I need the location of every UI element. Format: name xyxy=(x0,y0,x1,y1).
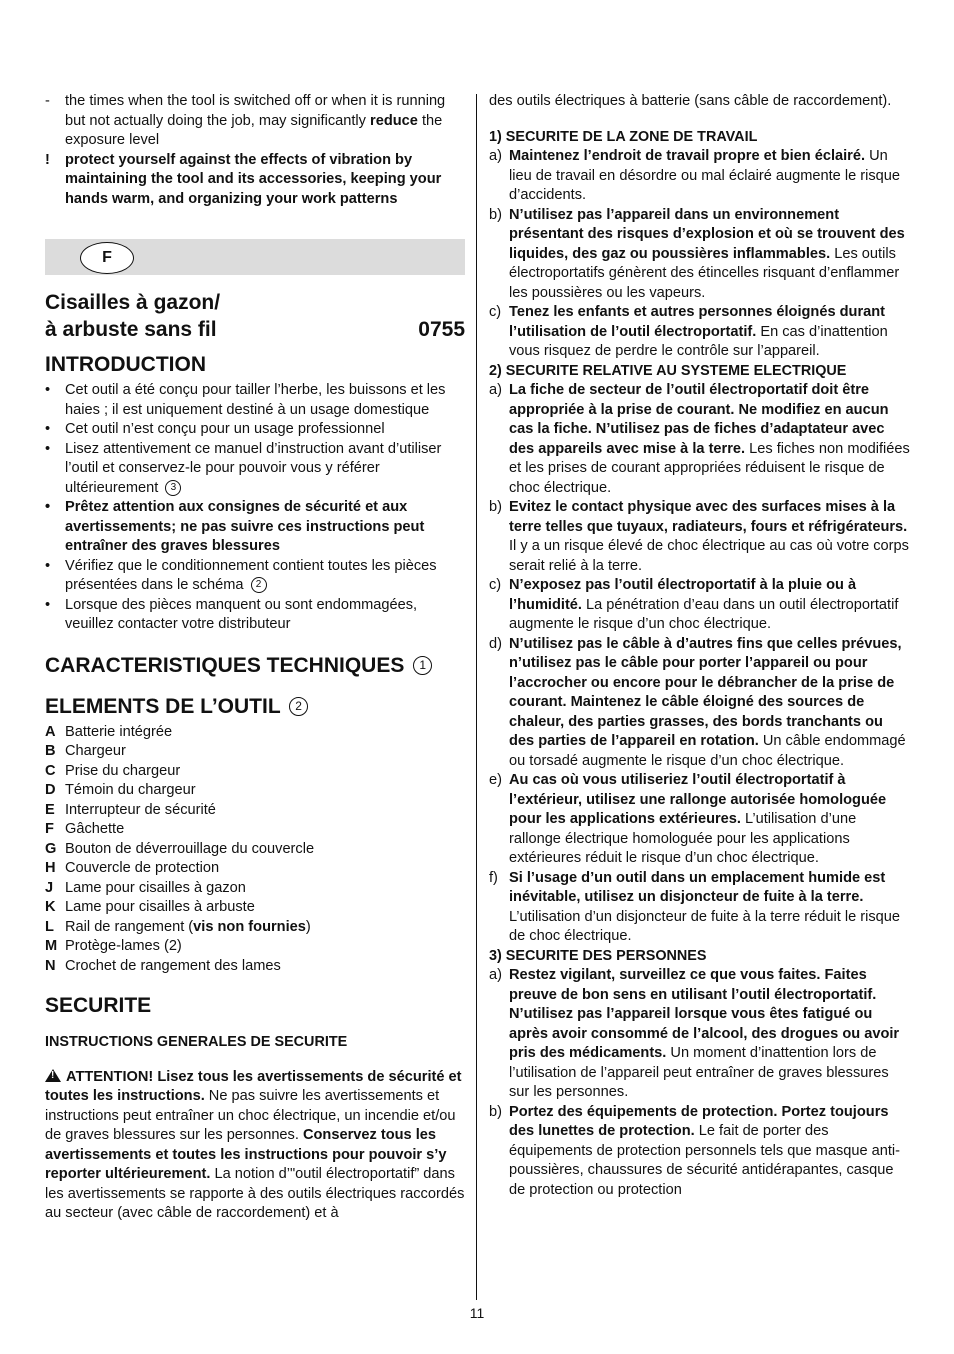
item-text: En cas d’inattention vous risquez de perdre le contrôle sur l’appareil. xyxy=(509,323,888,359)
item-bold: N’utilisez pas le câble à d’autres fins que celles prévues, n’utilisez pas le câble pour porter l’appareil ou pour l’accrocher ou encore pour le débrancher de la prise de courant. Maintenez le câble éloigné des sources de chaleur, des parties grasses, des bords tranchants ou des parties de l’appareil en rotation. xyxy=(509,635,902,749)
component-item xyxy=(45,781,465,801)
vibration-warning-item xyxy=(45,151,465,210)
left-column xyxy=(45,92,465,1224)
item-bold: Portez des équipements de protection. Portez toujours des lunettes de protection. xyxy=(509,1103,889,1139)
introduction-heading: INTRODUCTION xyxy=(45,353,206,376)
component-letter: H xyxy=(45,860,56,876)
intro-text: Cet outil a été conçu pour tailler l’herbe, les buissons et les haies ; il est uniquement destiné à un usage domestique xyxy=(65,382,446,418)
component-item xyxy=(45,957,465,977)
components-list xyxy=(45,723,465,977)
vib-warning-text: protect yourself against the effects of vibration by maintaining the tool and its accessories, keeping your hands warm, and organizing your work patterns xyxy=(65,151,442,207)
item-bold: Restez vigilant, surveillez ce que vous faites. Faites preuve de bon sens en utilisant l’outil électroportatif. N’utilisez pas l’appareil lorsque vous êtes fatigué ou après avoir consommé de l’alcool, des drogues ou avoir pris des médicaments. xyxy=(509,967,900,1061)
safety-item xyxy=(489,303,911,362)
component-text: Gâchette xyxy=(65,821,125,837)
bullet: • xyxy=(45,440,51,457)
continued-text: des outils électriques à batterie (sans câble de raccordement). xyxy=(489,93,892,109)
item-text: L’utilisation d’un disjoncteur de fuite à la terre réduit le risque de choc électrique. xyxy=(509,908,901,944)
component-text: Lame pour cisailles à gazon xyxy=(65,879,246,896)
component-item xyxy=(45,723,465,743)
component-item xyxy=(45,898,465,918)
safety-item xyxy=(489,869,911,947)
item-letter: e) xyxy=(489,772,502,788)
item-letter: a) xyxy=(489,967,502,983)
vib-dash-text-a: the times when the tool is switched off or when it is running but not actually doing the job, may significantly xyxy=(65,93,446,129)
safety-item xyxy=(489,381,911,498)
item-letter: c) xyxy=(489,304,502,320)
component-text: Interrupteur de sécurité xyxy=(65,801,216,818)
safety-item xyxy=(489,1103,911,1201)
title-line-2: à arbuste sans fil xyxy=(45,318,217,341)
component-item xyxy=(45,937,465,957)
component-letter: G xyxy=(45,840,57,857)
tech-heading-text: CARACTERISTIQUES TECHNIQUES xyxy=(45,653,405,677)
attention-bold-2: Conservez tous les avertissements et toutes les instructions pour pouvoir s’y reporter ultérieurement. xyxy=(45,1127,447,1182)
component-letter: D xyxy=(45,782,56,798)
warning-triangle-icon xyxy=(45,1069,61,1082)
bullet: • xyxy=(45,382,51,398)
safety-item xyxy=(489,147,911,206)
item-text: Il y a un risque élevé de choc électrique au cas où votre corps serait relié à la terre. xyxy=(509,538,909,574)
item-text: Un moment d’inattention lors de l’utilisation de l’appareil peut entraîner de graves blessures sur les personnes. xyxy=(509,1045,889,1100)
dash-marker: - xyxy=(45,93,50,109)
component-letter: M xyxy=(45,938,58,954)
section-3-heading: 3) SECURITE DES PERSONNES xyxy=(489,947,707,964)
section-2-heading: 2) SECURITE RELATIVE AU SYSTEME ELECTRIQUE xyxy=(489,362,847,379)
component-item xyxy=(45,762,465,782)
component-letter: E xyxy=(45,801,55,818)
item-letter: c) xyxy=(489,577,502,593)
component-item xyxy=(45,742,465,762)
component-text: Chargeur xyxy=(65,743,126,759)
intro-item xyxy=(45,440,465,499)
component-item xyxy=(45,879,465,899)
component-letter: B xyxy=(45,743,56,759)
section-2-list xyxy=(489,381,911,947)
item-bold: Tenez les enfants et autres personnes éloignés durant l’utilisation de l’outil électroportatif. xyxy=(509,304,886,340)
section-1-list xyxy=(489,147,911,362)
item-bold: N’utilisez pas l’appareil dans un environnement présentant des risques d’explosion et où se trouvent des liquides, des gaz ou poussières inflammables. xyxy=(509,206,905,262)
item-text: Le fait de porter des équipements de protection personnels tels que masque anti-poussières, chaussures de sécurité antidérapantes, casque de protection ou protection xyxy=(509,1123,901,1198)
intro-item xyxy=(45,498,465,557)
item-letter: a) xyxy=(489,148,502,164)
item-bold: Au cas où vous utiliseriez l’outil électroportatif à l’extérieur, utilisez une rallonge autorisée homologuée pour les applications extérieures. xyxy=(509,772,887,827)
component-text: Témoin du chargeur xyxy=(65,782,196,798)
item-bold: Maintenez l’endroit de travail propre et bien éclairé. xyxy=(509,148,866,164)
figure-ref: 2 xyxy=(251,577,267,593)
component-letter: N xyxy=(45,957,56,974)
component-letter: K xyxy=(45,899,56,915)
safety-item xyxy=(489,498,911,576)
component-letter: J xyxy=(45,879,54,896)
section-3-list xyxy=(489,966,911,1200)
intro-item xyxy=(45,420,465,440)
vibration-dash-item xyxy=(45,92,465,151)
component-item xyxy=(45,840,465,860)
component-text: Protège-lames (2) xyxy=(65,938,182,954)
item-bold: La fiche de secteur de l’outil électroportatif doit être appropriée à la prise de courant. Ne modifiez en aucun cas la fiche. N’utilisez pas de fiches d’adaptateur avec des appareils avec mise à la terre. xyxy=(509,382,889,457)
item-text: La pénétration d’eau dans un outil électroportatif augmente le risque d’un choc électrique. xyxy=(509,596,899,632)
component-letter: L xyxy=(45,918,54,935)
safety-item xyxy=(489,771,911,869)
language-badge: F xyxy=(80,242,134,274)
component-bold: vis non fournies xyxy=(193,918,306,935)
component-after: ) xyxy=(305,918,311,935)
item-bold: Si l’usage d’un outil dans un emplacement humide est inévitable, utilisez un disjoncteur de fuite à la terre. xyxy=(509,869,886,905)
item-text: L’utilisation d’une rallonge électrique homologuée pour les applications extérieures réduit le risque d’un choc électrique. xyxy=(509,811,857,866)
right-column xyxy=(489,92,911,1200)
item-letter: b) xyxy=(489,1103,502,1120)
component-item xyxy=(45,801,465,821)
safety-item xyxy=(489,206,911,304)
vib-dash-text-b: the exposure level xyxy=(65,112,443,148)
safety-item xyxy=(489,966,911,1103)
component-text: Prise du chargeur xyxy=(65,762,181,779)
intro-text: Lisez attentivement ce manuel d’instruction avant d’utiliser l’outil et conservez-le pour pouvoir vous y référer ultérieurement xyxy=(65,440,442,496)
elements-heading-text: ELEMENTS DE L’OUTIL xyxy=(45,694,281,718)
item-text: Les outils électroportatifs génèrent des étincelles risquant d’enflammer les poussières ou les vapeurs. xyxy=(509,245,900,301)
figure-ref: 3 xyxy=(165,480,181,496)
attention-text-1: Ne pas suivre les avertissements et instructions peut entraîner un choc électrique, un incendie et/ou de graves blessures sur les personnes. xyxy=(45,1088,456,1143)
component-text: Couvercle de protection xyxy=(65,860,220,876)
component-text: Bouton de déverrouillage du couvercle xyxy=(65,840,315,857)
item-letter: f) xyxy=(489,869,498,886)
component-item xyxy=(45,859,465,879)
component-letter: C xyxy=(45,762,56,779)
item-letter: b) xyxy=(489,206,502,223)
item-text: Les fiches non modifiées et les prises de courant appropriées réduisent le risque de choc électrique. xyxy=(509,440,910,496)
item-letter: d) xyxy=(489,635,502,652)
bullet: • xyxy=(45,421,51,437)
component-text: Lame pour cisailles à arbuste xyxy=(65,899,255,915)
model-number: 0755 xyxy=(418,318,465,341)
component-text: Crochet de rangement des lames xyxy=(65,957,281,974)
intro-item xyxy=(45,381,465,420)
general-safety-heading: INSTRUCTIONS GENERALES DE SECURITE xyxy=(45,1034,348,1050)
figure-ref: 1 xyxy=(413,656,432,675)
language-bar xyxy=(45,239,465,275)
safety-item xyxy=(489,576,911,635)
tech-heading xyxy=(45,653,465,679)
component-text: Batterie intégrée xyxy=(65,723,173,740)
item-text: Un câble endommagé ou torsadé augmente le risque d’un choc électrique. xyxy=(509,733,906,769)
column-divider xyxy=(476,94,477,1300)
item-letter: b) xyxy=(489,499,502,515)
component-letter: F xyxy=(45,821,54,837)
attention-bold-1: ATTENTION! Lisez tous les avertissements de sécurité et toutes les instructions. xyxy=(45,1068,462,1104)
intro-item xyxy=(45,557,465,596)
page-number: 11 xyxy=(469,1305,485,1321)
bullet: • xyxy=(45,557,51,574)
component-item xyxy=(45,820,465,840)
section-1-heading: 1) SECURITE DE LA ZONE DE TRAVAIL xyxy=(489,128,758,145)
figure-ref: 2 xyxy=(289,697,308,716)
bullet: • xyxy=(45,499,51,515)
intro-item xyxy=(45,596,465,635)
exclamation-marker: ! xyxy=(45,151,50,168)
component-letter: A xyxy=(45,723,56,740)
component-text: Rail de rangement ( xyxy=(65,918,194,935)
title-line-1: Cisailles à gazon/ xyxy=(45,291,221,314)
intro-text: Vérifiez que le conditionnement contient toutes les pièces présentées dans le schéma xyxy=(65,557,437,593)
bullet: • xyxy=(45,596,51,613)
securite-heading: SECURITE xyxy=(45,994,152,1017)
attention-text-2: La notion d’"outil électroportatif” dans les avertissements se rapporte à des outils électriques raccordés au secteur (avec câble de raccordement) et à xyxy=(45,1166,465,1221)
item-text: Un lieu de travail en désordre ou mal éclairé augmente le risque d’accidents. xyxy=(509,148,901,203)
intro-text: Prêtez attention aux consignes de sécurité et aux avertissements; ne pas suivre ces instructions peut entraîner des graves blessures xyxy=(65,499,425,554)
safety-item xyxy=(489,635,911,772)
vib-dash-bold: reduce xyxy=(370,112,418,129)
item-letter: a) xyxy=(489,382,502,398)
product-title xyxy=(45,289,465,343)
item-bold: N’exposez pas l’outil électroportatif à la pluie ou à l’humidité. xyxy=(509,577,857,613)
item-bold: Evitez le contact physique avec des surfaces mises à la terre telles que tuyaux, radiateurs, fours et réfrigérateurs. xyxy=(509,499,908,535)
attention-paragraph xyxy=(45,1068,465,1224)
elements-heading xyxy=(45,694,465,720)
intro-text: Cet outil n’est conçu pour un usage professionnel xyxy=(65,421,385,437)
intro-text: Lorsque des pièces manquent ou sont endommagées, veuillez contacter votre distributeur xyxy=(65,596,418,632)
component-item xyxy=(45,918,465,938)
